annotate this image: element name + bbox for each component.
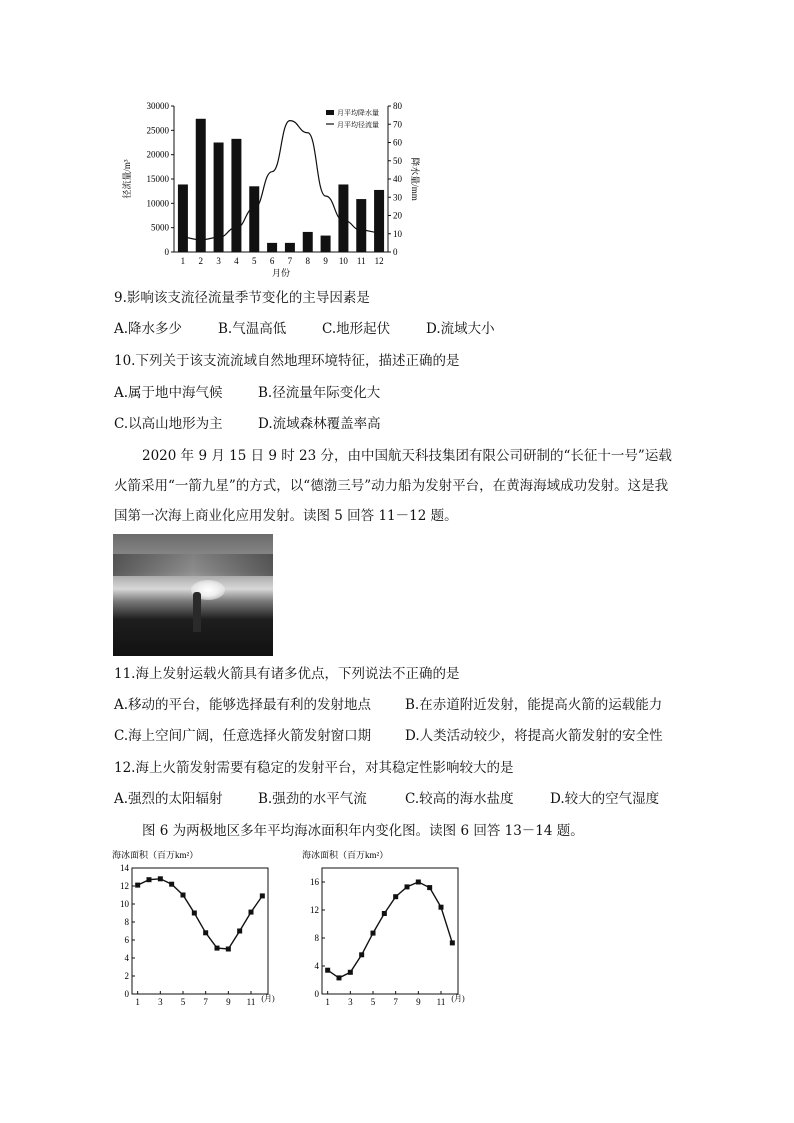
chart1-legend-bar-label: 月平均降水量 xyxy=(337,109,379,117)
chart3-y-axis-label: 海冰面积（百万km²） xyxy=(302,850,389,860)
chart1-line xyxy=(183,121,379,240)
chart3-x-tick-label: 5 xyxy=(370,997,376,1007)
q12-option-d[interactable]: D.较大的空气湿度 xyxy=(550,791,660,807)
chart3-y-tick-label: 4 xyxy=(314,961,319,971)
chart3-point xyxy=(427,885,432,890)
chart2-point xyxy=(249,910,254,915)
chart1-precip-bar xyxy=(303,232,313,252)
chart1-x-axis-label: 月份 xyxy=(271,268,291,278)
q11-option-c[interactable]: C.海上空间广阔，任意选择火箭发射窗口期 xyxy=(114,728,372,744)
chart1-right-tick-label: 80 xyxy=(393,101,402,111)
chart1-x-tick-label: 5 xyxy=(252,256,257,266)
chart1-right-tick-label: 10 xyxy=(393,228,402,239)
chart2-x-tick-label: 9 xyxy=(226,997,231,1007)
chart1-bars xyxy=(178,119,384,252)
chart1-precip-bar xyxy=(321,236,331,252)
q9-option-c[interactable]: C.地形起伏 xyxy=(322,321,391,337)
chart1-precip-bar xyxy=(196,119,206,252)
q12-option-c[interactable]: C.较高的海水盐度 xyxy=(405,791,514,807)
chart1-left-tick-label: 5000 xyxy=(151,222,169,233)
chart3-point xyxy=(348,970,353,975)
chart3-y-tick-label: 0 xyxy=(314,989,319,999)
chart3-point xyxy=(405,884,410,889)
chart3-y-tick-label: 12 xyxy=(310,905,319,915)
chart1-x-tick-label: 2 xyxy=(198,256,203,266)
chart1-precip-bar xyxy=(214,143,224,253)
chart1-left-tick-label: 20000 xyxy=(146,149,169,160)
chart1-precip-bar xyxy=(267,243,277,252)
chart1-runoff-line xyxy=(183,121,379,240)
chart2-y-tick-label: 0 xyxy=(124,989,129,999)
chart1-precip-bar xyxy=(178,184,188,252)
chart3-x-tick-label: 9 xyxy=(416,997,421,1007)
chart3-point xyxy=(439,905,444,910)
passage-text: 2020 年 9 月 15 日 9 时 23 分，由中国航天科技集团有限公司研制的“长征十一号”运载火箭采用“一箭九星”的方式，以“德渤三号”动力船为发射平台，在黄海海域成功发射。这是我国第一次海上商业化应用发射。读图 5 回答 11－12 题。 xyxy=(114,448,672,524)
chart2-point xyxy=(237,929,242,934)
chart2-point xyxy=(226,947,231,952)
chart1-precip-bar xyxy=(285,243,295,252)
chart3-x-tick-label: 3 xyxy=(348,997,353,1007)
chart2-x-tick-label: 7 xyxy=(203,997,208,1007)
chart3-point xyxy=(371,931,376,936)
chart1-x-tick-label: 11 xyxy=(356,256,366,266)
chart2-y-tick-label: 8 xyxy=(124,917,129,927)
chart3-point xyxy=(382,911,387,916)
chart1-precip-bar xyxy=(231,139,241,252)
chart3-x-tick-label: 1 xyxy=(325,997,330,1007)
chart2-x-tick-label: 5 xyxy=(180,997,186,1007)
q10-stem: 10.下列关于该支流流域自然地理环境特征，描述正确的是 xyxy=(114,353,460,369)
chart1-right-tick-label: 30 xyxy=(393,192,402,203)
q12-option-a[interactable]: A.强烈的太阳辐射 xyxy=(114,791,223,807)
chart1-legend-line-label: 月平均径流量 xyxy=(337,121,379,129)
chart1-x-tick-label: 4 xyxy=(234,256,239,266)
q11-option-d[interactable]: D.人类活动较少，将提高火箭发射的安全性 xyxy=(405,728,663,744)
chart1-x-tick-label: 10 xyxy=(338,256,348,266)
chart1-x-tick-label: 6 xyxy=(269,256,275,266)
chart3-point xyxy=(416,880,421,885)
chart3-x-axis-label: (月) xyxy=(451,994,465,1003)
chart2-content xyxy=(112,849,275,1007)
chart2-point xyxy=(169,882,174,887)
q9-stem: 9.影响该支流径流量季节变化的主导因素是 xyxy=(114,290,370,306)
chart2-y-tick-label: 12 xyxy=(120,881,129,891)
chart2-point xyxy=(192,911,197,916)
chart1-precip-bar xyxy=(249,186,259,252)
sea-ice-chart-right xyxy=(300,846,470,1014)
q11-stem: 11.海上发射运载火箭具有诸多优点，下列说法不正确的是 xyxy=(114,666,460,682)
chart3-point xyxy=(450,940,455,945)
chart2-frame xyxy=(132,868,268,994)
q11-option-b[interactable]: B.在赤道附近发射，能提高火箭的运载能力 xyxy=(405,697,663,713)
chart1-right-tick-label: 70 xyxy=(393,119,402,130)
sea-ice-chart-left xyxy=(110,846,280,1014)
chart2-point xyxy=(135,883,140,888)
chart3-frame xyxy=(322,868,458,994)
chart2-x-tick-label: 3 xyxy=(158,997,163,1007)
chart2-point xyxy=(158,876,163,881)
chart1-legend-bar-swatch xyxy=(326,110,334,115)
chart1-left-tick-label: 10000 xyxy=(146,198,169,209)
chart1-x-tick-label: 12 xyxy=(374,256,384,266)
chart2-x-tick-label: 11 xyxy=(246,997,256,1007)
chart1-right-tick-label: 40 xyxy=(393,174,402,184)
chart1-x-tick-label: 3 xyxy=(216,256,221,266)
chart2-y-tick-label: 6 xyxy=(124,935,129,945)
chart1-right-tick-label: 60 xyxy=(393,137,402,148)
chart2-y-tick-label: 10 xyxy=(120,899,129,909)
chart2-y-axis-label: 海冰面积（百万km²） xyxy=(112,850,199,860)
chart2-x-tick-label: 1 xyxy=(135,997,140,1007)
chart1-right-tick-label: 0 xyxy=(393,247,398,257)
chart1-left-tick-label: 30000 xyxy=(146,101,169,111)
chart3-x-tick-label: 11 xyxy=(436,997,446,1007)
chart3-content xyxy=(302,849,465,1007)
chart1-right-tick-label: 50 xyxy=(393,155,402,166)
q12-stem: 12.海上火箭发射需要有稳定的发射平台，对其稳定性影响较大的是 xyxy=(114,760,514,776)
chart3-y-tick-label: 16 xyxy=(310,877,319,887)
chart2-point xyxy=(147,877,152,882)
q10-option-d[interactable]: D.流域森林覆盖率高 xyxy=(258,416,381,432)
q10-option-c[interactable]: C.以高山地形为主 xyxy=(114,416,223,432)
rocket-launch-photo xyxy=(113,534,273,656)
q12-option-b[interactable]: B.强劲的水平气流 xyxy=(258,791,367,807)
runoff-precipitation-chart xyxy=(110,96,420,286)
q10-option-a[interactable]: A.属于地中海气候 xyxy=(114,385,223,401)
q11-option-a[interactable]: A.移动的平台，能够选择最有利的发射地点 xyxy=(114,697,372,713)
chart2-point xyxy=(181,893,186,898)
q9-option-a[interactable]: A.降水多少 xyxy=(114,321,183,337)
q9-option-b[interactable]: B.气温高低 xyxy=(218,321,287,337)
chart3-point xyxy=(359,952,364,957)
chart1-x-tick-label: 8 xyxy=(305,256,310,266)
chart2-y-tick-label: 4 xyxy=(124,953,129,963)
chart1-right-axis-label: 降水量/mm xyxy=(410,157,420,201)
chart3-line xyxy=(328,882,453,978)
chart1-x-tick-label: 9 xyxy=(323,256,328,266)
fig6-intro: 图 6 为两极地区多年平均海冰面积年内变化图。读图 6 回答 13－14 题。 xyxy=(142,823,584,839)
chart1-precip-bar xyxy=(356,199,366,252)
chart1-right-tick-label: 20 xyxy=(393,210,402,221)
chart2-point xyxy=(203,930,208,935)
chart1-x-tick-label: 7 xyxy=(287,256,293,266)
chart2-y-tick-label: 14 xyxy=(120,863,129,873)
chart3-y-tick-label: 8 xyxy=(314,933,319,943)
chart3-point xyxy=(393,894,398,899)
chart1-left-tick-label: 0 xyxy=(164,247,169,257)
q9-option-d[interactable]: D.流域大小 xyxy=(426,321,495,337)
chart2-line xyxy=(138,879,263,949)
chart3-point xyxy=(325,968,330,973)
chart1-left-tick-label: 15000 xyxy=(146,174,169,184)
chart1-precip-bar xyxy=(374,190,384,252)
chart1-left-tick-label: 25000 xyxy=(146,125,169,136)
chart2-point xyxy=(260,893,265,898)
chart2-point xyxy=(215,946,220,951)
chart3-x-tick-label: 7 xyxy=(393,997,398,1007)
chart1-x-tick-label: 1 xyxy=(180,256,186,266)
q10-option-b[interactable]: B.径流量年际变化大 xyxy=(258,385,381,401)
chart2-x-axis-label: (月) xyxy=(261,994,275,1003)
passage-rocket-launch xyxy=(114,441,680,531)
chart1-left-axis-label: 径流量/m³ xyxy=(122,159,132,199)
chart3-point xyxy=(337,975,342,980)
chart2-y-tick-label: 2 xyxy=(124,971,129,981)
